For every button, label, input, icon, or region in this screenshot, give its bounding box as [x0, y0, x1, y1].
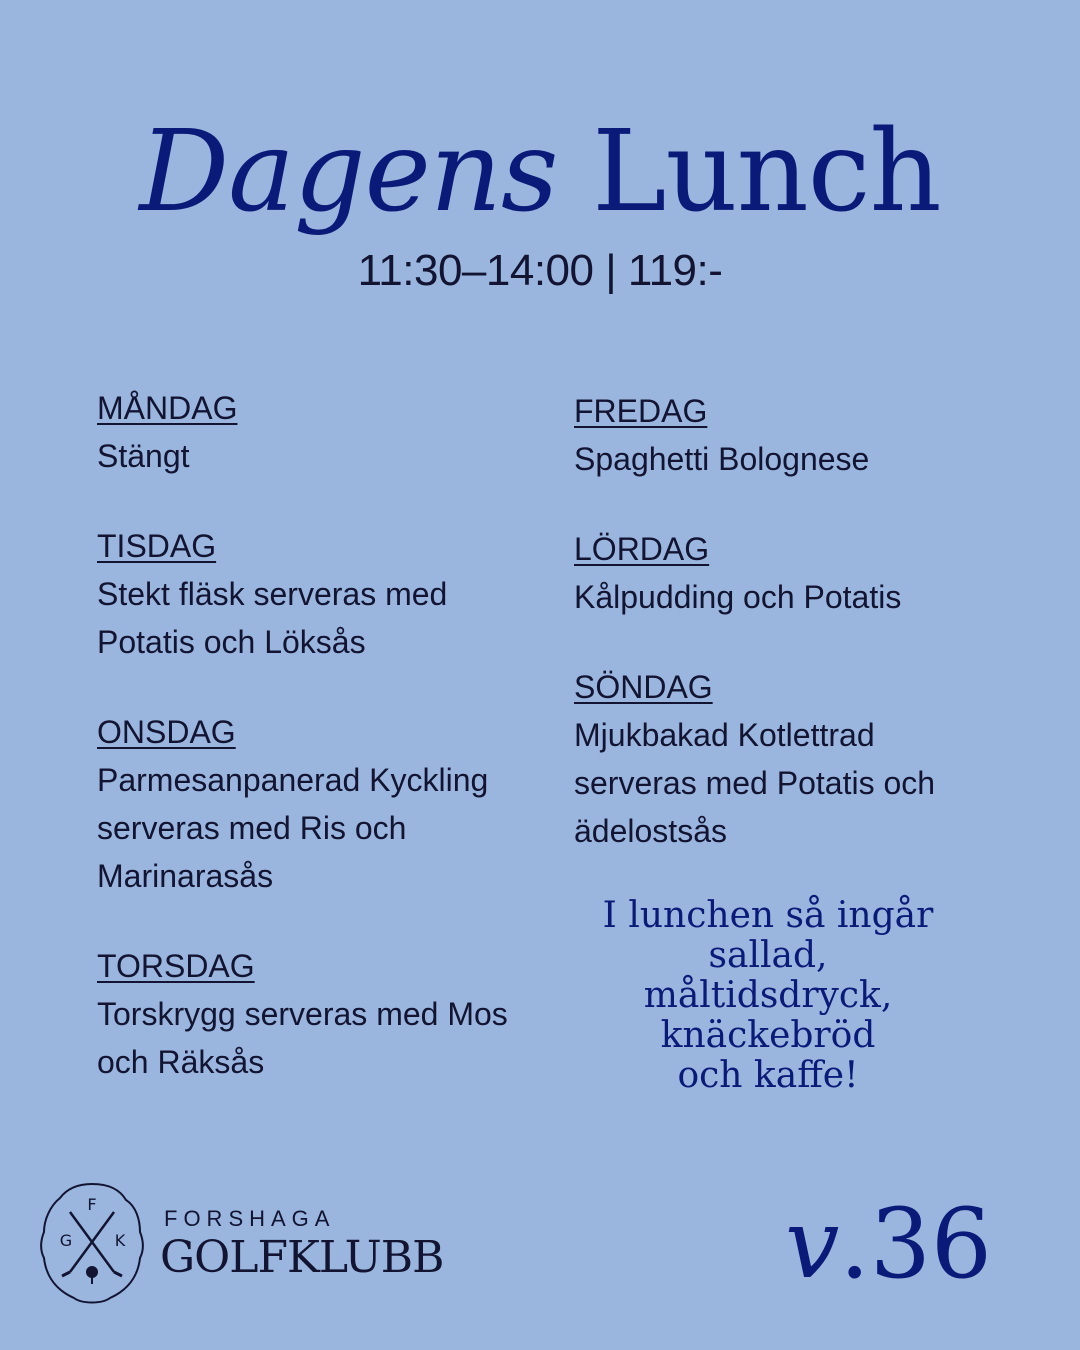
week-value: .36 [839, 1188, 992, 1300]
day-name: ONSDAG [97, 714, 236, 750]
dish: Mjukbakad Kotlettrad serveras med Potatis och ädelostsås [574, 717, 936, 849]
day-saturday [574, 531, 1014, 621]
day-name: TISDAG [97, 528, 217, 564]
day-name: SÖNDAG [574, 669, 713, 705]
day-name: LÖRDAG [574, 531, 710, 567]
logo-golfklubb: GOLFKLUBB [160, 1232, 444, 1283]
day-thursday [97, 948, 547, 1086]
hours-price: 11:30–14:00 | 119:- [357, 246, 723, 295]
dish: Kålpudding och Potatis [574, 579, 902, 615]
dish: Stekt fläsk serveras med Potatis och Löksås [97, 576, 448, 660]
note-line: måltidsdryck, [643, 975, 893, 1016]
title-italic: Dagens [139, 107, 558, 237]
note-line: knäckebröd [660, 1015, 876, 1056]
title-regular: Lunch [592, 107, 941, 237]
dish: Spaghetti Bolognese [574, 441, 870, 477]
logo-forshaga: FORSHAGA [164, 1206, 336, 1231]
logo-letter-f: F [87, 1195, 97, 1214]
dish: Parmesanpanerad Kyckling serveras med Ris och Marinarasås [97, 762, 489, 894]
day-name: FREDAG [574, 393, 708, 429]
logo-letter-g: G [59, 1231, 73, 1250]
day-wednesday [97, 714, 547, 900]
right-column [574, 393, 1014, 903]
note-line: och kaffe! [677, 1055, 859, 1096]
day-name: MÅNDAG [97, 390, 238, 426]
day-monday [97, 390, 547, 480]
page-title [0, 108, 1080, 237]
dish: Stängt [97, 438, 190, 474]
logo-letter-k: K [114, 1231, 126, 1250]
lunch-includes-note [548, 896, 988, 1096]
week-number [785, 1188, 992, 1300]
day-sunday [574, 669, 1014, 855]
day-name: TORSDAG [97, 948, 255, 984]
note-line: I lunchen så ingår sallad, [602, 895, 934, 976]
left-column [97, 390, 547, 1134]
day-friday [574, 393, 1014, 483]
day-tuesday [97, 528, 547, 666]
week-prefix: v [785, 1188, 840, 1300]
dish: Torskrygg serveras med Mos och Räksås [97, 996, 508, 1080]
